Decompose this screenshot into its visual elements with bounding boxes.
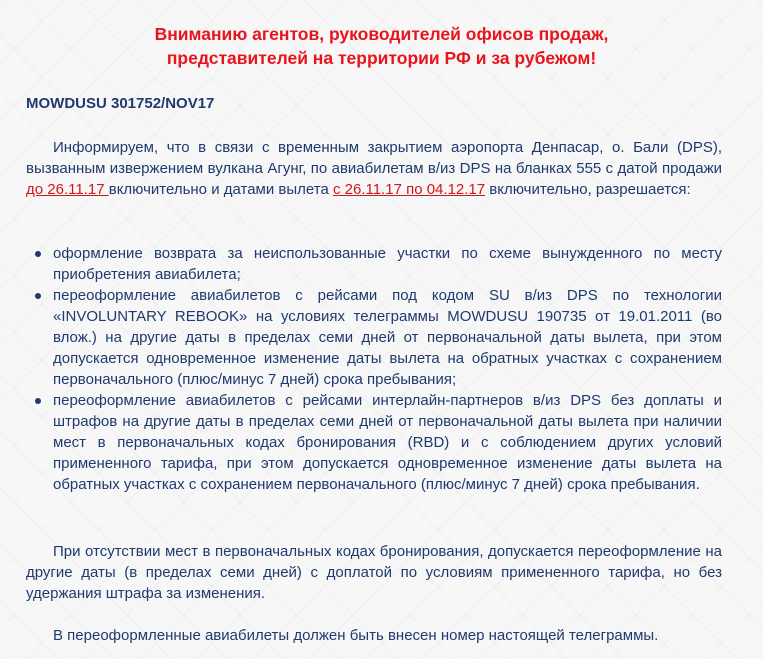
list-item-text: оформление возврата за неиспользованные участки по схеме вынужденного по месту приобретения авиабилета; <box>53 245 722 283</box>
heading-line-2: представителей на территории РФ и за рубежом! <box>166 48 597 68</box>
intro-paragraph <box>26 137 722 200</box>
intro-text-2: включительно и датами вылета <box>108 181 333 198</box>
list-item <box>26 243 722 285</box>
intro-text-1: Информируем, что в связи с временным закрытием аэропорта Денпасар, о. Бали (DPS), вызванным извержением вулкана Агунг, по авиабилетам в/из DPS на бланках 555 с датой продажи <box>26 139 722 177</box>
permissions-list <box>26 243 722 495</box>
telegram-reference: MOWDUSU 301752/NOV17 <box>26 95 215 112</box>
telegram-number-paragraph: В переоформленные авиабилеты должен быть внесен номер настоящей телеграммы. <box>53 627 659 644</box>
bullet-icon <box>35 251 41 257</box>
intro-text-3: включительно, разрешается: <box>485 181 691 198</box>
list-item-text: переоформление авиабилетов с рейсами интерлайн-партнеров в/из DPS без доплаты и штрафов на другие даты в пределах семи дней от первоначальной даты вылета при наличии мест в первоначальных кодах бронирования (RBD) и с соблюдением других условий примененного тарифа, при этом допускается одновременное изменение даты вылета на обратных участках с сохранением первоначального (плюс/минус 7 дней) срока пребывания. <box>53 392 722 493</box>
heading-line-1: Вниманию агентов, руководителей офисов продаж, <box>154 24 609 44</box>
flight-date-highlight: с 26.11.17 по 04.12.17 <box>332 181 486 198</box>
bullet-icon <box>35 293 41 299</box>
sale-date-highlight: до 26.11.17 <box>26 181 109 198</box>
list-item <box>26 285 722 390</box>
notice-heading <box>0 22 763 70</box>
list-item-text: переоформление авиабилетов с рейсами под кодом SU в/из DPS по технологии «INVOLUNTARY REBOOK» на условиях телеграммы MOWDUSU 190735 от 19.01.2011 (во влож.) на другие даты в пределах семи дней от первоначальной даты вылета, при этом допускается одновременное изменение даты вылета на обратных участках с сохранением первоначального (плюс/минус 7 дней) срока пребывания; <box>53 287 722 388</box>
bullet-icon <box>35 398 41 404</box>
no-seats-paragraph: При отсутствии мест в первоначальных кодах бронирования, допускается переоформление на другие даты (в пределах семи дней) с доплатой по условиям примененного тарифа, но без удержания штрафа за изменения. <box>26 543 722 602</box>
list-item <box>26 390 722 495</box>
